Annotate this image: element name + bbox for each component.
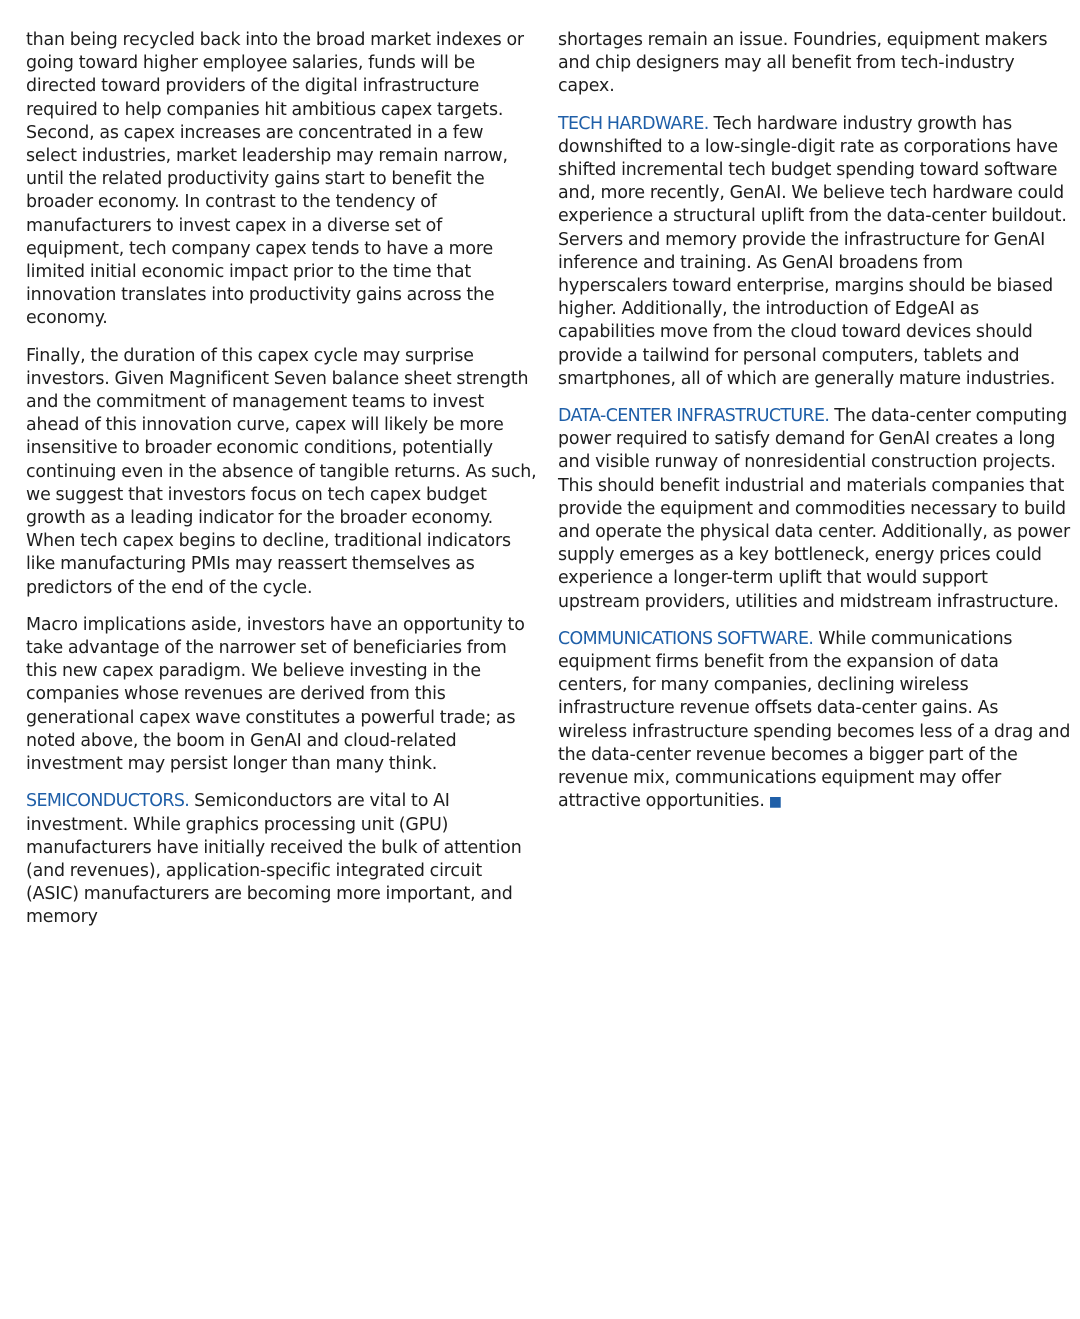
section-tech-hardware	[558, 113, 1072, 391]
section-body-tech-hardware: Tech hardware industry growth has downshifted to a low-single-digit rate as corporations have shifted incremental tech budget spending toward software and, more recently, GenAI. We believe tech hardware could experience a structural uplift from the data-center buildout. Servers and memory provide the infrastructure for GenAI inference and training. As GenAI broadens from hyperscalers toward enterprise, margins should be biased higher. Additionally, the introduction of EdgeAI as capabilities move from the cloud toward devices should provide a tailwind for personal computers, tablets and smartphones, all of which are generally mature industries.	[558, 113, 1067, 389]
left-column	[26, 29, 538, 944]
body-paragraph: than being recycled back into the broad market indexes or going toward higher employee salaries, funds will be directed toward providers of the digital infrastructure required to help companies hit ambitious capex targets. Second, as capex increases are concentrated in a few select industries, market leadership may remain narrow, until the related productivity gains start to benefit the broader economy. In contrast to the tendency of manufacturers to invest capex in a diverse set of equipment, tech company capex tends to have a more limited initial economic impact prior to the time that innovation translates into productivity gains across the economy.	[26, 30, 524, 329]
end-of-article-square-icon: ■	[768, 794, 782, 811]
section-heading-data-center: DATA-CENTER INFRASTRUCTURE.	[558, 406, 830, 427]
body-paragraph: shortages remain an issue. Foundries, equipment makers and chip designers may all benefit from tech-industry capex.	[558, 30, 1048, 97]
section-heading-communications: COMMUNICATIONS SOFTWARE.	[558, 628, 814, 649]
section-heading-tech-hardware: TECH HARDWARE.	[558, 113, 709, 134]
section-heading-semiconductors: SEMICONDUCTORS.	[26, 791, 190, 812]
right-column	[558, 29, 1072, 829]
section-body-data-center: The data-center computing power required to satisfy demand for GenAI creates a long and visible runway of nonresidential construction projects. This should benefit industrial and materials companies that provide the equipment and commodities necessary to build and operate the physical data center. Additionally, as power supply emerges as a key bottleneck, energy prices could experience a longer-term uplift that would support upstream providers, utilities and midstream infrastructure.	[558, 406, 1070, 612]
section-semiconductors	[26, 790, 538, 929]
body-paragraph: Macro implications aside, investors have an opportunity to take advantage of the narrower set of beneficiaries from this new capex paradigm. We believe investing in the companies whose revenues are derived from this generational capex wave constitutes a powerful trade; as noted above, the boom in GenAI and cloud-related investment may persist longer than many think.	[26, 614, 525, 775]
section-body-communications: While communications equipment firms benefit from the expansion of data centers, for many companies, declining wireless infrastructure revenue offsets data-center gains. As wireless infrastructure spending becomes less of a drag and the data-center revenue becomes a bigger part of the revenue mix, communications equipment may offer attractive opportunities.	[558, 628, 1071, 812]
section-data-center	[558, 405, 1072, 614]
body-paragraph: Finally, the duration of this capex cycle may surprise investors. Given Magnificent Seven balance sheet strength and the commitment of management teams to invest ahead of this innovation curve, capex will likely be more insensitive to broader economic conditions, potentially continuing even in the absence of tangible returns. As such, we suggest that investors focus on tech capex budget growth as a leading indicator for the broader economy. When tech capex begins to decline, traditional indicators like manufacturing PMIs may reassert themselves as predictors of the end of the cycle.	[26, 345, 537, 598]
section-body-semiconductors: Semiconductors are vital to AI investment. While graphics processing unit (GPU) manufacturers have initially received the bulk of attention (and revenues), application-specific integrated circuit (ASIC) manufacturers are becoming more important, and memory	[26, 791, 522, 928]
section-communications	[558, 628, 1072, 815]
